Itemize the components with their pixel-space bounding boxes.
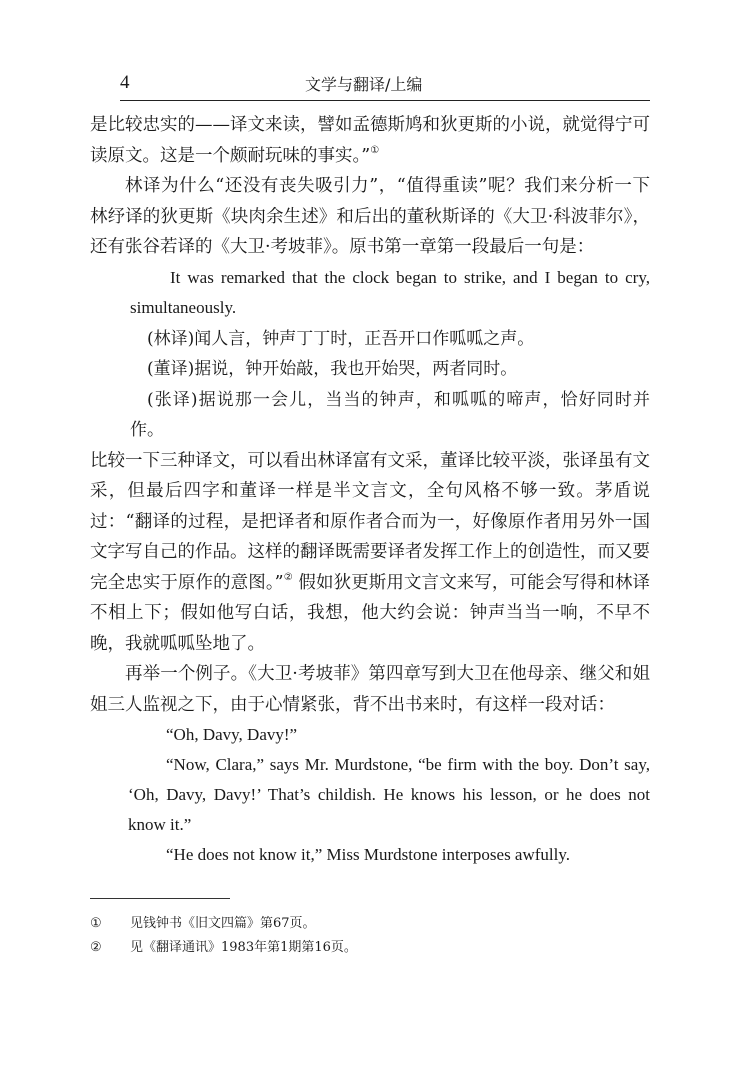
- paragraph-3-text-b: 假如狄更斯用文言文来写，可能会写得和林译不相上下；假如他写白话，我想，他大约会说：钟声当当一响，不早不晚，我就呱呱坠地了。: [90, 572, 651, 654]
- running-head: 文学与翻译/上编: [305, 75, 423, 94]
- paragraph-3: [90, 446, 650, 660]
- footnote-ref-1: ①: [370, 144, 380, 156]
- footnote-2-mark: ②: [90, 940, 102, 955]
- dialogue-line-3: “He does not know it,” Miss Murdstone interposes awfully.: [166, 845, 571, 864]
- quote-zhang-translation: (张译)据说那一会儿，当当的钟声，和呱呱的啼声，恰好同时并作。: [130, 389, 650, 440]
- footnotes: [90, 912, 650, 960]
- footnote-2: [90, 936, 650, 960]
- footnote-1: [90, 912, 650, 936]
- quote-english: [90, 263, 650, 324]
- body-text: [90, 110, 650, 870]
- footnote-rule: [90, 898, 230, 899]
- dialogue-line-1: “Oh, Davy, Davy!”: [166, 725, 298, 744]
- footnote-ref-2: ②: [283, 571, 293, 583]
- footnote-1-text: 见钱钟书《旧文四篇》第67页。: [130, 916, 316, 931]
- dialogue-line-2: “Now, Clara,” says Mr. Murdstone, “be firm with the boy. Don’t say, ‘Oh, Davy, Davy!’ That’s childish. He knows his lesson, or he does not know it.”: [128, 755, 650, 834]
- quote-dong-translation: (董译)据说，钟开始敲，我也开始哭，两者同时。: [147, 359, 518, 379]
- paragraph-1: [90, 110, 650, 171]
- paragraph-2: 林译为什么“还没有丧失吸引力”，“值得重读”呢？我们来分析一下林纾译的狄更斯《块肉余生述》和后出的董秋斯译的《大卫·科波菲尔》，还有张谷若译的《大卫·考坡菲》。原书第一章第一段最后一句是：: [90, 176, 650, 257]
- quote-english-text: It was remarked that the clock began to strike, and I began to cry, simultaneously.: [130, 267, 650, 317]
- paragraph-3-text-a: 比较一下三种译文，可以看出林译富有文采，董译比较平淡，张译虽有文采，但最后四字和董译一样是半文言文，全句风格不够一致。茅盾说过：“翻译的过程，是把译者和原作者合而为一，好像原作者用另外一国文字写自己的作品。这样的翻译既需要译者发挥工作上的创造性，而又要完全忠实于原作的意图。”: [90, 450, 650, 593]
- page-header: [120, 70, 650, 98]
- paragraph-4: 再举一个例子。《大卫·考坡菲》第四章写到大卫在他母亲、继父和姐姐三人监视之下，由于心情紧张，背不出书来时，有这样一段对话：: [90, 664, 650, 715]
- footnote-2-text: 见《翻译通讯》1983年第1期第16页。: [130, 940, 357, 955]
- quote-lin-translation: (林译)闻人言，钟声丁丁时，正吾开口作呱呱之声。: [147, 328, 535, 349]
- dialogue-block: [90, 720, 650, 870]
- paragraph-1-text: 是比较忠实的——译文来读，譬如孟德斯鸠和狄更斯的小说，就觉得宁可读原文。这是一个颇耐玩味的事实。”: [90, 115, 650, 166]
- header-rule: [120, 100, 650, 101]
- page-number: 4: [120, 72, 130, 93]
- footnote-1-mark: ①: [90, 916, 102, 931]
